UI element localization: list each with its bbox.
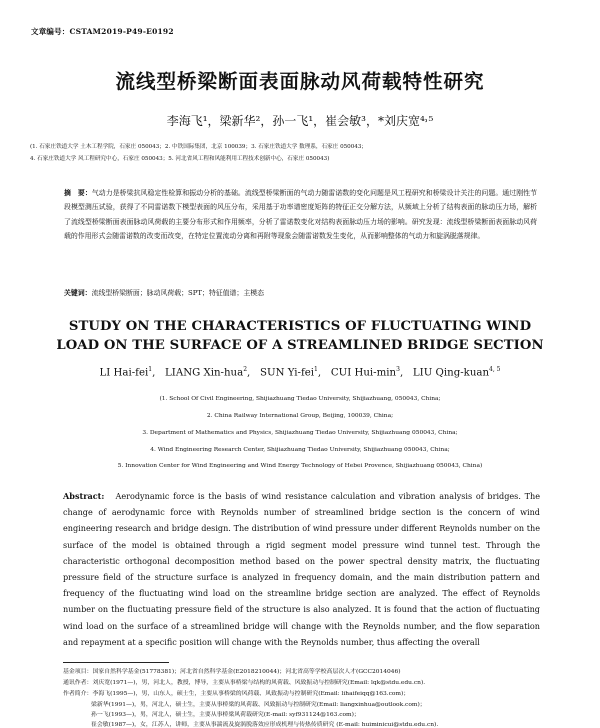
affiliation-english-line: 3. Department of Mathematics and Physics, Shijiazhuang Tiedao University, Shijiazhuang 050043, China;	[142, 430, 458, 436]
abstract-english-text: Aerodynamic force is the basis of wind resistance calculation and vibration analysis of bridges. The change of aerodynamic force with Reynolds number of streamlined bridge section is the concern of wind engineering research and bridge design. The distribution of wind pressure under different Reynolds number on the surface of the model is obtained through a rigid segment model pressure wind tunnel test. Through the characteristic orthogonal decomposition method based on the power spectral density matrix, the fluctuating pressure field of the structure surface is analyzed in frequency domain, and the main distribution pattern and frequency of the fluctuating wind load on the streamline bridge section are analyzed. The effect of Reynolds number on the fluctuating pressure field of the structure is also analyzed. It is found that the action of fluctuating wind load on the surface of a streamlined bridge will change with the Reynolds number, and the flow separation and repayment at a specific position will change with the Reynolds number, thus affecting the overall	[63, 491, 540, 647]
author-affiliation-mark: 4, 5	[489, 366, 501, 373]
footnote-author-bio: 崔会敏(1987—)，女，江苏人，讲师，主要从事湍流及旋涡脱落效应形成机理与传热传质研究 (E-mail: huiminicui@stdu.edu.cn).	[91, 722, 439, 728]
title-english-line: STUDY ON THE CHARACTERISTICS OF FLUCTUATING WIND	[68, 319, 532, 334]
article-id: 文章编号：CSTAM2019-P49-E0192	[31, 27, 174, 36]
abstract-chinese-label: 摘 要：	[64, 189, 92, 197]
author-name: LIU Qing-kuan	[412, 367, 490, 379]
abstract-english-label: Abstract:	[63, 491, 105, 501]
author-affiliation-mark: 1	[148, 366, 153, 373]
footnote-author-bio: 孙一飞(1993—)，男，河北人，硕士生，主要从事桥梁风荷载研究(E-mail: syf931124@163.com)；	[91, 712, 360, 718]
author-name: CUI Hui-min	[330, 367, 397, 379]
author-name: LIANG Xin-hua	[165, 367, 244, 379]
footnote-funding: 基金项目：国家自然科学基金(51778381)；河北省自然科学基金(E2018210044)；河北省高等学校高层次人才(GCC2014046)	[63, 669, 401, 675]
authors-chinese: 李海飞¹，梁新华²，孙一飞¹，崔会敏³，*刘庆宽⁴˒⁵	[166, 114, 434, 128]
affiliation-english-line: 4. Wind Engineering Research Center, Shijiazhuang Tiedao University, Shijiazhuang 050043, China;	[150, 447, 450, 453]
affiliation-english-line: 2. China Railway International Group, Beijing, 100039, China;	[206, 413, 394, 419]
footnote-author-bio: 梁新华(1991—)，男，河北人，硕士生，主要从事桥梁的风荷载、风致振动与控制研究(Email: liangxinhua@outlook.com)；	[91, 702, 426, 708]
title-english-line: LOAD ON THE SURFACE OF A STREAMLINED BRIDGE SECTION	[56, 338, 544, 353]
author-affiliation-mark: 1	[314, 366, 318, 373]
abstract-chinese-text: 气动力是桥梁抗风稳定性检算和振动分析的基础。流线型桥梁断面的气动力随雷诺数的变化问题是风工程研究和桥梁设计关注的问题。通过刚性节段模型测压试验，获得了不同雷诺数下模型表面的风压分布，采用基于功率谱密度矩阵的特征正交分解方法，从频域上分析了结构表面的脉动压力场，解析了流线型桥梁断面表面脉动风荷载的主要分布形式和作用频率，分析了雷诺数变化对结构表面脉动压力场的影响。研究发现：流线型桥梁断面表面脉动风荷载的作用形式会随雷诺数的改变而改变，在特定位置流动分离和再附等现象会随雷诺数发生变化，从而影响整体的气动力和旋涡脱落规律。	[64, 189, 537, 241]
title-english	[0, 317, 600, 355]
keywords-chinese-label: 关键词：	[64, 289, 92, 297]
affiliation-english-line: (1. School Of Civil Engineering, Shijiazhuang Tiedao University, Shijiazhuang, 050043, China;	[159, 396, 441, 402]
author-affiliation-mark: 2	[243, 366, 248, 373]
abstract-english	[63, 488, 540, 650]
footnote-corresponding-author: 通讯作者：刘庆宽(1971—)，男，河北人，教授，博导，主要从事桥梁与结构的风荷载、风致振动与控制研究(Email: lqk@stdu.edu.cn).	[63, 680, 426, 686]
affiliation-chinese-line: 4. 石家庄铁道大学 风工程研究中心，石家庄 050043；5. 河北省风工程和风能利用工程技术创新中心，石家庄 050043)	[30, 156, 330, 162]
title-chinese: 流线型桥梁断面表面脉动风荷载特性研究	[115, 70, 485, 93]
author-affiliation-mark: 3	[396, 366, 400, 373]
author-name: LI Hai-fei	[99, 367, 149, 379]
authors-english: LI Hai-fei$^1$, LIANG Xin-hua$^2$, SUN Yi-fei$^1$, CUI Hui-$\min^3$, LIU Qing-kuan$^{4, 5}$	[99, 366, 501, 379]
affiliation-english-line: 5. Innovation Center for Wind Engineering and Wind Energy Technology of Hebei Provence, Shijiazhuang 050043, China)	[117, 463, 483, 469]
author-name: SUN Yi-fei	[260, 367, 315, 379]
abstract-chinese	[64, 186, 537, 244]
keywords-chinese-text: 流线型桥梁断面；脉动风荷载；SPT；特征值谱；主模态	[91, 289, 264, 297]
affiliation-chinese-line: (1. 石家庄铁道大学 土木工程学院，石家庄 050043；2. 中铁国际集团，北京 100039；3. 石家庄铁道大学 数理系，石家庄 050043；	[30, 144, 368, 150]
keywords-chinese	[64, 287, 537, 297]
footnote-author-bio: 作者简介：李海飞(1995—)，男，山东人，硕士生，主要从事桥梁的风荷载、风致振动与控制研究(Email: lihaifeiqq@163.com)；	[63, 691, 410, 697]
footnote-divider	[63, 662, 169, 663]
